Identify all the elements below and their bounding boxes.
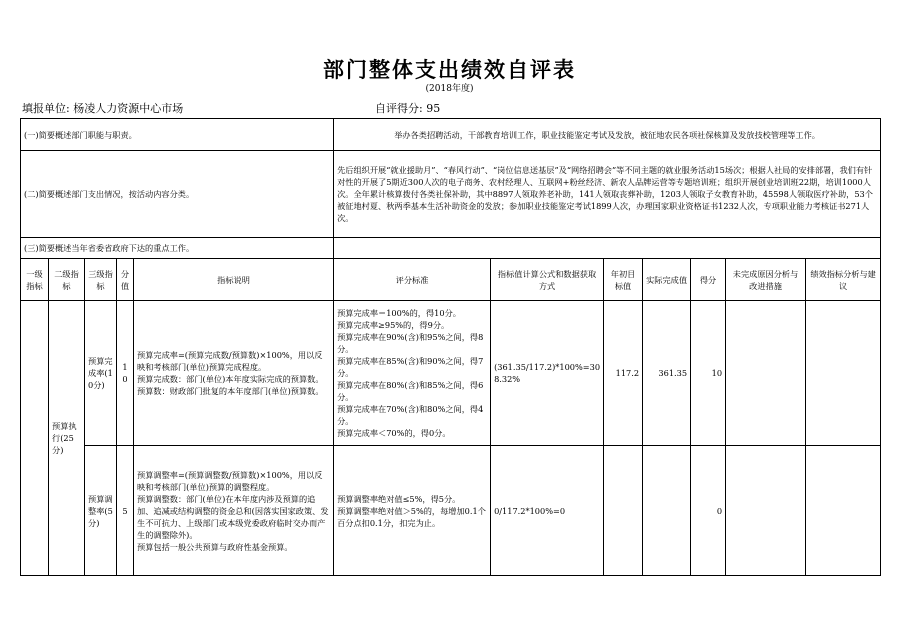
table-row [21,301,881,446]
header-cell: 三级指标 [85,259,117,301]
reason-cell [726,446,806,576]
target-cell: 117.2 [604,301,643,446]
header-cell: 绩效指标分析与建议 [806,259,881,301]
header-cell: 实际完成值 [643,259,691,301]
formula-cell: 0/117.2*100%=0 [491,446,604,576]
header-cell: 分值 [117,259,134,301]
section-label: (二)简要概述部门支出情况，按活动内容分类。 [21,151,334,238]
criteria-cell: 预算调整率绝对值≤5%，得5分。 预算调整率绝对值＞5%的，每增加0.1个百分点扣0.1分，扣完为止。 [334,446,491,576]
header-cell: 评分标准 [334,259,491,301]
description-cell: 预算调整率=(预算调整数/预算数)×100%，用以反映和考核部门(单位)预算的调整程度。 预算调整数：部门(单位)在本年度内涉及预算的追加、追减或结构调整的资金总和(因落实国家政策、发生不可抗力、上级部门或本级党委政府临时交办而产生的调整除外)。 预算包括一般公共预算与政府性基金预算。 [134,446,334,576]
header-cell: 指标说明 [134,259,334,301]
header-cell: 未完成原因分析与改进措施 [726,259,806,301]
section-label: (一)简要概述部门职能与职责。 [21,119,334,151]
score-cell: 10 [691,301,726,446]
analysis-cell [806,446,881,576]
section-content: 先后组织开展“就业援助月”、“春风行动”、“岗位信息送基层”及“网络招聘会”等不同主题的就业服务活动15场次；根据人社局的安排部署，我们有针对性的开展了5期近300人次的电子商务、农村经理人、互联网+粉丝经济、新农人品牌运营等专题培训班；组织开展创业培训班22期，培训1000人次。全年累计核算拨付各类社保补助，其中8897人领取养老补助，141人领取丧葬补助，1203人领取子女教育补助，45598人领取医疗补助，53个被征地村夏、秋两季基本生活补助资金的发放；参加职业技能鉴定考试1899人次，办理国家职业资格证书1232人次，专项职业能力考核证书271人次。 [334,151,881,238]
section-row [21,119,881,151]
section-row [21,238,881,259]
section-row [21,151,881,238]
target-cell [604,446,643,576]
section-content: 举办各类招聘活动，干部教育培训工作，职业技能鉴定考试及发放，被征地农民各项社保核算及发放技校管理等工作。 [334,119,881,151]
reason-cell [726,301,806,446]
actual-cell: 361.35 [643,301,691,446]
level3-cell: 预算完成率(10分) [85,301,117,446]
level3-cell: 预算调整率(5分) [85,446,117,576]
score-value-cell: 5 [117,446,134,576]
criteria-cell: 预算完成率＝100%的，得10分。 预算完成率≥95%的，得9分。 预算完成率在90%(含)和95%之间，得8分。 预算完成率在85%(含)和90%之间，得7分。 预算完成率在80%(含)和85%之间，得6分。 预算完成率在70%(含)和80%之间，得4分。 预算完成率＜70%的，得0分。 [334,301,491,446]
score-value-cell: 10 [117,301,134,446]
section-content [334,238,881,259]
section-label: (三)简要概述当年省委省政府下达的重点工作。 [21,238,334,259]
level2-cell: 预算执行(25分) [49,301,85,576]
level1-cell [21,301,49,576]
analysis-cell [806,301,881,446]
description-cell: 预算完成率=(预算完成数/预算数)×100%，用以反映和考核部门(单位)预算完成程度。 预算完成数：部门(单位)本年度实际完成的预算数。 预算数：财政部门批复的本年度部门(单位)预算数。 [134,301,334,446]
actual-cell [643,446,691,576]
header-row [21,259,881,301]
page-title: 部门整体支出绩效自评表 [323,57,576,82]
header-cell: 一级指标 [21,259,49,301]
self-score: 自评得分: 95 [375,102,441,115]
report-year: (2018年度) [425,84,474,94]
table-row [21,446,881,576]
score-cell: 0 [691,446,726,576]
header-cell: 年初目标值 [604,259,643,301]
formula-cell: (361.35/117.2)*100%=308.32% [491,301,604,446]
header-cell: 得分 [691,259,726,301]
evaluation-table [20,118,881,576]
header-cell: 指标值计算公式和数据获取方式 [491,259,604,301]
reporting-unit: 填报单位: 杨凌人力资源中心市场 [22,102,184,115]
header-cell: 二级指标 [49,259,85,301]
